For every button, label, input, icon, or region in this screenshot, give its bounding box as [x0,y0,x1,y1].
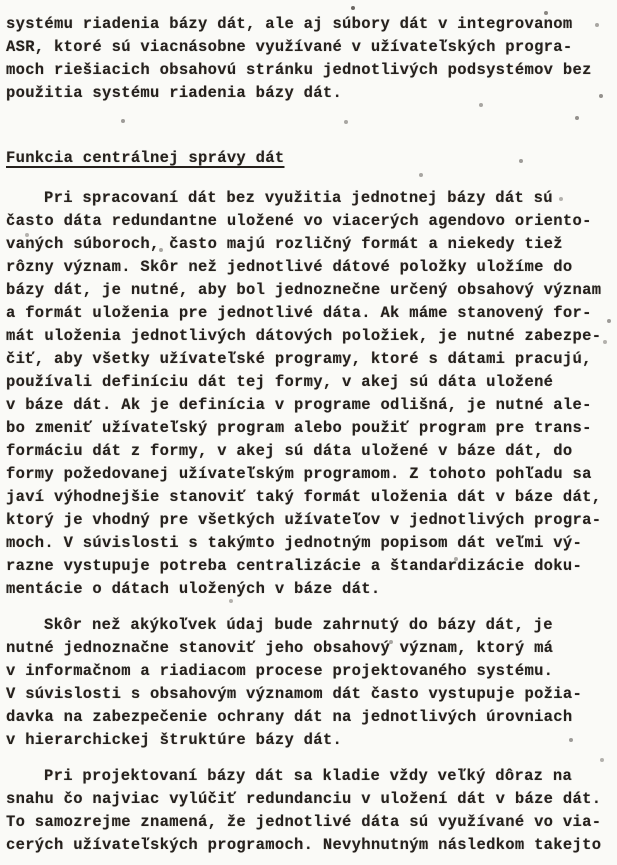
paragraph-redundancy [6,765,614,857]
text-line: rôzny význam. Skôr než jednotlivé dátové položky uložíme do [6,258,573,276]
text-line: používali definíciu dát tej formy, v akej sú dáta uložené [6,373,554,391]
text-line: v informačnom a riadiacom procese projektovaného systému. [6,662,554,680]
section-heading: Funkcia centrálnej správy dát [6,149,285,167]
text-line: V súvislosti s obsahovým významom dát často vystupuje požia- [6,685,583,703]
text-line: bo zmeniť užívateľský program alebo použiť program pre trans- [6,419,592,437]
text-line: ktorý je vhodný pre všetkých užívateľov v jednotlivých progra- [6,511,602,529]
text-line: Pri projektovaní bázy dát sa kladie vždy veľký dôraz na [44,767,573,785]
scan-noise-specks [0,0,2,2]
text-line: razne vystupuje potreba centralizácie a štandardizácie doku- [6,557,583,575]
text-line: v báze dát. Ak je definícia v programe odlišná, je nutné ale- [6,396,592,414]
text-line: použitia systému riadenia bázy dát. [6,84,343,102]
text-line: To samozrejme znamená, že jednotlivé dáta sú využívané vo via- [6,813,602,831]
text-line: bázy dát, je nutné, aby bol jednoznečne určený obsahový význam [6,281,602,299]
paragraph-data-meaning-and-protection [6,614,614,752]
text-line: moch riešiacich obsahovú stránku jednotlivých podsystémov bez [6,61,592,79]
text-line: v hierarchickej štruktúre bázy dát. [6,731,343,749]
text-line: moch. V súvislosti s takýmto jednotným popisom dát veľmi vý- [6,534,583,552]
text-line: davka na zabezpečenie ochrany dát na jednotlivých úrovniach [6,708,573,726]
text-line: čiť, aby všetky užívateľské programy, ktoré s dátami pracujú, [6,350,592,368]
paragraph-intro-continuation [6,13,614,105]
text-line: vaných súboroch, často majú rozličný formát a niekedy tiež [6,235,563,253]
text-line: nutné jednoznačne stanoviť jeho obsahový význam, ktorý má [6,639,554,657]
text-line: formáciu dát z formy, v akej sú dáta uložené v báze dát, do [6,442,573,460]
text-line: mentácie o dátach uložených v báze dát. [6,580,381,598]
text-line: javí výhodnejšie stanoviť taký formát uloženia dát v báze dát, [6,488,602,506]
text-line: a formát uloženia pre jednotlivé dáta. Ak máme stanovený for- [6,304,592,322]
text-line: snahu čo najviac vylúčiť redundanciu v uložení dát v báze dát. [6,790,602,808]
paragraph-central-data-administration [6,187,614,601]
text-line: často dáta redundantne uložené vo viacerých agendovo oriento- [6,212,592,230]
text-line: Skôr než akýkoľvek údaj bude zahrnutý do bázy dát, je [44,616,553,634]
text-line: mát uloženia jednotlivých dátových položiek, je nutné zabezpe- [6,327,602,345]
text-line: Pri spracovaní dát bez využitia jednotnej bázy dát sú [44,189,553,207]
text-line: cerých užívateľských programoch. Nevyhnutným následkom takejto [6,836,602,854]
text-line: formy požedovanej užívateľským programom. Z tohoto pohľadu sa [6,465,592,483]
text-line: ASR, ktoré sú viacnásobne využívané v užívateľských progra- [6,38,573,56]
text-line: systému riadenia bázy dát, ale aj súbory dát v integrovanom [6,15,573,33]
